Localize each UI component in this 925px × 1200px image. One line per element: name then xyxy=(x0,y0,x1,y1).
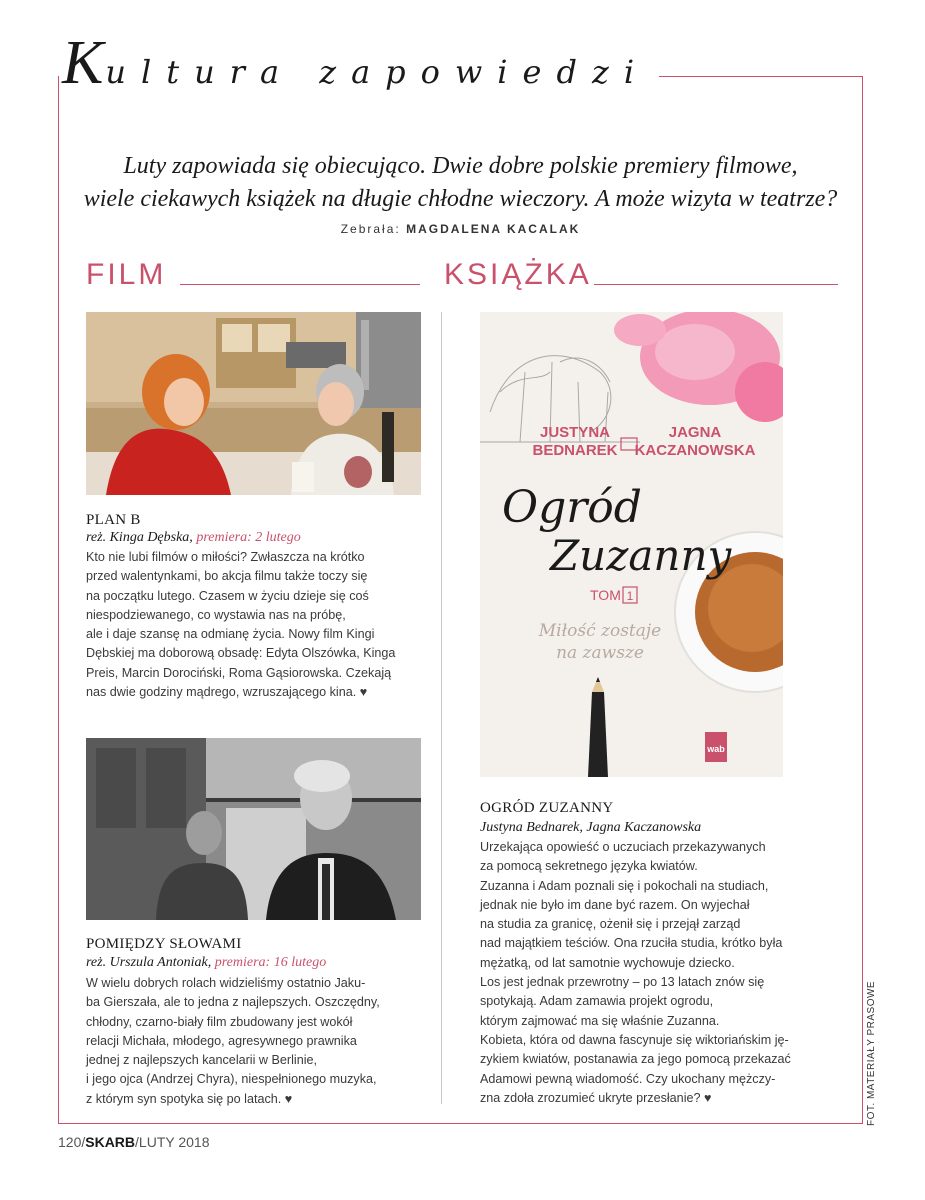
text-line: z którym syn spotyka się po latach. ♥ xyxy=(86,1091,293,1106)
text-line: Kobieta, która od dawna fascynuje się wiktoriańskim ję- xyxy=(480,1032,789,1047)
film-heading-rule xyxy=(180,284,420,285)
cover-subtitle-line1: Miłość zostaje xyxy=(538,621,662,641)
text-line: jednej z najlepszych kancelarii w Berlinie, xyxy=(86,1053,317,1068)
film-heading: FILM xyxy=(86,258,167,291)
text-line: Los jest jednak przewrotny – po 13 latach znów się xyxy=(480,975,765,990)
text-line: Preis, Marcin Dorociński, Roma Gąsiorowska. Czekają xyxy=(86,665,392,680)
book-cover xyxy=(480,312,783,777)
issue-date: LUTY 2018 xyxy=(138,1134,210,1150)
cover-author1-line2: BEDNAREK xyxy=(532,442,618,459)
footer-separator: / xyxy=(135,1134,139,1150)
film-description-pomiedzy-slowami xyxy=(86,974,426,1109)
cover-author1-line1: JUSTYNA xyxy=(539,424,611,441)
text-line: przed walentynkami, bo akcja filmu także toczy się xyxy=(86,569,368,584)
text-line: mężatką, od lat samotnie wychowuje dziecko. xyxy=(480,955,735,970)
text-line: Urzekająca opowieść o uczuciach przekazywanych xyxy=(480,840,766,854)
film-credits-plan-b xyxy=(86,530,301,546)
text-line: spotykają. Adam zamawia projekt ogrodu, xyxy=(480,994,714,1009)
text-line: Kto nie lubi filmów o miłości? Zwłaszcza na krótko xyxy=(86,550,365,564)
text-line: W wielu dobrych rolach widzieliśmy ostatnio Jaku- xyxy=(86,976,366,990)
publisher-logo-text: wab xyxy=(707,744,725,754)
intro-line: Luty zapowiada się obiecująco. Dwie dobre polskie premiery filmowe, xyxy=(123,153,798,179)
text-line: na początku lutego. Czasem w życiu dzieje się coś xyxy=(86,588,369,603)
credit xyxy=(58,222,863,236)
credit-name: MAGDALENA KACALAK xyxy=(406,222,581,236)
text-line: relacji Michała, młodego, agresywnego prawnika xyxy=(86,1033,357,1048)
film-premiere: premiera: 16 lutego xyxy=(214,955,327,970)
text-line: za pomocą sekretnego języka kwiatów. xyxy=(480,859,698,874)
text-line: jednak nie było im dane być razem. On wyjechał xyxy=(480,897,750,912)
pomiedzy-slowami-photo xyxy=(86,738,421,920)
cover-author2-line2: KACZANOWSKA xyxy=(634,442,756,459)
film-title-pomiedzy-slowami: POMIĘDZY SŁOWAMI xyxy=(86,936,242,952)
page-footer xyxy=(58,1134,210,1150)
book-title: OGRÓD ZUZANNY xyxy=(480,800,614,816)
text-line: Dębskiej ma doborową obsadę: Edyta Olszówka, Kinga xyxy=(86,646,396,661)
credit-label: Zebrała: xyxy=(340,222,401,236)
magazine-name: SKARB xyxy=(85,1134,136,1150)
footer-separator: / xyxy=(81,1134,86,1150)
text-line: zykiem kwiatów, postanawia za jego pomocą przekazać xyxy=(480,1052,791,1067)
book-description xyxy=(480,838,855,1108)
text-line: ba Gierszała, ale to jedna z najlepszych. Oszczędny, xyxy=(86,995,380,1010)
section-title xyxy=(62,28,659,99)
text-line: ale i daje szansę na odmianę życia. Nowy film Kingi xyxy=(86,627,375,642)
book-heading-rule xyxy=(594,284,838,285)
page-number: 120 xyxy=(58,1134,82,1150)
section-title-rest: ultura zapowiedzi xyxy=(105,53,650,91)
text-line: nas dwie godziny mądrego, wzruszającego kina. ♥ xyxy=(86,685,368,700)
cover-tom-number: 1 xyxy=(626,589,634,603)
text-line: chłodny, czarno-biały film zbudowany jest wokół xyxy=(86,1014,353,1029)
text-line: Adamowi pewną wiadomość. Czy ukochany mężczy- xyxy=(480,1071,776,1086)
film-premiere: premiera: 2 lutego xyxy=(196,530,301,545)
cover-subtitle-line2: na zawsze xyxy=(556,643,644,663)
film-credits-pomiedzy-slowami xyxy=(86,955,326,971)
text-line: którym zajmować ma się właśnie Zuzanna. xyxy=(480,1013,720,1028)
cover-title-line2: Zuzanny xyxy=(550,531,732,580)
plan-b-photo xyxy=(86,312,421,495)
book-authors: Justyna Bednarek, Jagna Kaczanowska xyxy=(480,820,702,835)
film-title-plan-b: PLAN B xyxy=(86,512,141,528)
book-heading: KSIĄŻKA xyxy=(444,258,592,291)
cover-author2-line1: JAGNA xyxy=(668,424,722,441)
film-description-plan-b xyxy=(86,548,426,702)
cover-title-line1: Ogród xyxy=(502,482,642,533)
cover-tom-label: TOM xyxy=(590,587,621,603)
text-line: nad majątkiem teściów. Ona rzuciła studia, krótko była xyxy=(480,936,783,951)
text-line: Zuzanna i Adam poznali się i pokochali na studiach, xyxy=(480,878,769,893)
intro-line: wiele ciekawych książek na długie chłodne wieczory. A może wizyta w teatrze? xyxy=(83,186,838,212)
film-director: reż. Urszula Antoniak, xyxy=(86,955,212,970)
text-line: na studia za granicę, ożenił się i przejął zarząd xyxy=(480,917,741,932)
text-line: i jego ojca (Andrzej Chyra), niespełnionego muzyka, xyxy=(86,1072,377,1087)
text-line: zna zdoła zrozumieć ukryte przesłanie? ♥ xyxy=(480,1090,712,1105)
photo-credit: FOT. MATERIAŁY PRASOWE xyxy=(866,980,877,1126)
column-divider xyxy=(441,312,442,1104)
section-title-initial: K xyxy=(62,29,106,97)
intro-text xyxy=(58,150,863,216)
film-director: reż. Kinga Dębska, xyxy=(86,530,193,545)
text-line: niespodziewanego, co wystawia nas na próbę, xyxy=(86,607,346,622)
